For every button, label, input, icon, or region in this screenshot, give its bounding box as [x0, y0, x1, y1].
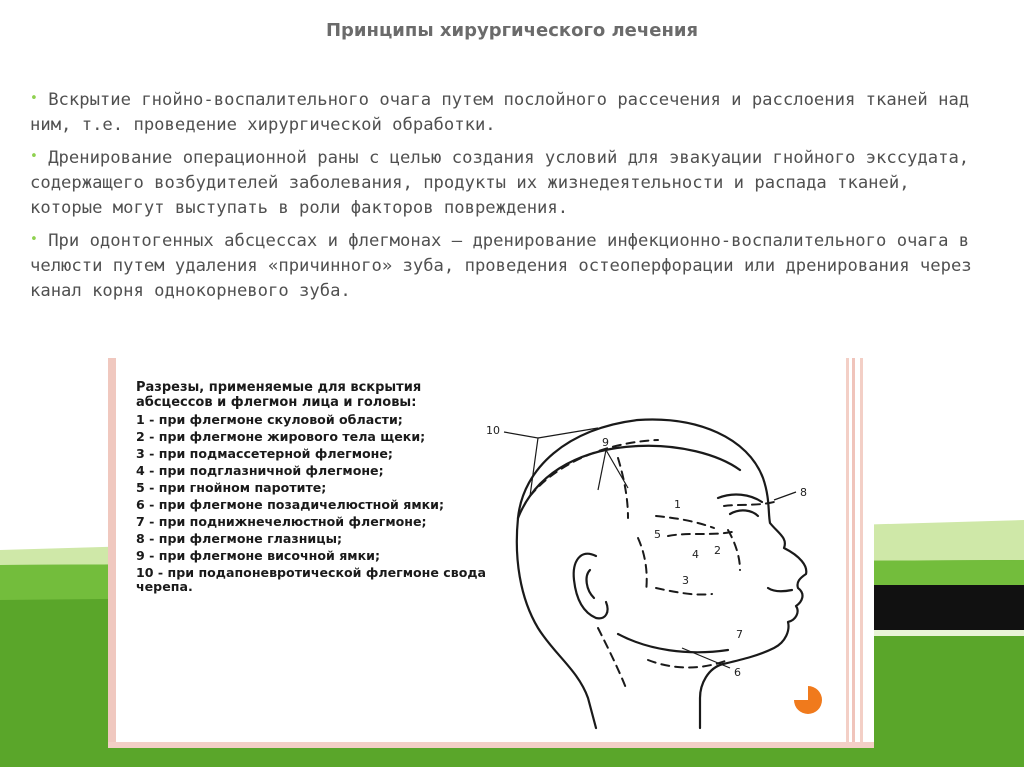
black-band-edge: [860, 630, 1024, 636]
incision-5: [638, 538, 647, 592]
legend-title: Разрезы, применяемые для вскрытия абсцессов и флегмон лица и головы:: [136, 380, 422, 410]
legend-item: 1 - при флегмоне скуловой области;: [136, 411, 403, 427]
bullet-icon: •: [30, 149, 38, 164]
legend-item: 7 - при поднижнечелюстной флегмоне;: [136, 513, 427, 529]
bullet-text: Дренирование операционной раны с целью создания условий для эвакуации гнойного экссудата, содержащего возбудителей заболевания, продукты их жизнедеятельности и распада тканей, которые могут выступать в роли факторов повреждения.: [30, 148, 970, 218]
diagram-label: 7: [736, 628, 743, 641]
diagram-label: 2: [714, 544, 721, 557]
slide-title: Принципы хирургического лечения: [325, 20, 699, 41]
eye: [730, 510, 758, 516]
diagram-label: 8: [800, 486, 807, 499]
incision-1: [656, 516, 714, 528]
neck-outline: [517, 518, 596, 728]
legend-item: 6 - при флегмоне позадичелюстной ямки;: [136, 496, 445, 512]
leader-9b: [606, 450, 628, 488]
figure-border-right: [846, 358, 874, 748]
incision-2: [668, 532, 732, 536]
diagram-label: 10: [486, 424, 500, 437]
bullet-icon: •: [30, 91, 38, 106]
leader-10: [504, 432, 538, 496]
legend-item: 5 - при гнойном паротите;: [136, 479, 327, 495]
legend-item: 2 - при флегмоне жирового тела щеки;: [136, 428, 426, 444]
diagram-label: 4: [692, 548, 699, 561]
incision-8: [724, 502, 774, 506]
incision-4: [728, 530, 740, 570]
bullet-icon: •: [30, 232, 38, 247]
figure-legend: [136, 380, 496, 595]
incision-9: [618, 458, 628, 518]
incision-10: [530, 440, 658, 496]
diagram-label: 9: [602, 436, 609, 449]
bullet-item: [30, 146, 990, 221]
head-profile-drawing: [478, 398, 828, 738]
legend-item: 4 - при подглазничной флегмоне;: [136, 462, 384, 478]
orange-pie-icon: [792, 684, 824, 716]
legend-item: 8 - при флегмоне глазницы;: [136, 530, 343, 546]
diagram-label: 6: [734, 666, 741, 679]
legend-item: 10 - при подапоневротической флегмоне свода черепа.: [136, 564, 487, 594]
leader-9: [598, 450, 606, 490]
ear: [574, 554, 608, 619]
figure-border-bottom: [108, 742, 874, 748]
incision-3: [656, 588, 712, 595]
bullet-text: При одонтогенных абсцессах и флегмонах — дренирование инфекционно-воспалительного очага в челюсти путем удаления «причинного» зуба, проведения остеоперфорации или дренирования через канал корня однокорневого зуба.: [30, 231, 972, 301]
figure-border-left: [108, 358, 116, 748]
head-outline: [518, 420, 806, 728]
legend-item: 9 - при флегмоне височной ямки;: [136, 547, 381, 563]
leader-8: [774, 492, 796, 500]
black-band: [860, 585, 1024, 630]
eyebrow: [718, 495, 762, 502]
diagram-label: 3: [682, 574, 689, 587]
bullet-item: [30, 229, 990, 304]
incision-figure: [108, 358, 874, 748]
jaw-line: [618, 634, 728, 652]
bullet-text: Вскрытие гнойно-воспалительного очага путем послойного рассечения и расслоения тканей над ним, т.е. проведение хирургической обработки.: [30, 90, 970, 135]
bullet-item: [30, 88, 990, 138]
bullet-list: [30, 88, 990, 312]
legend-item: 3 - при подмассетерной флегмоне;: [136, 445, 393, 461]
ear-inner: [587, 570, 594, 598]
mouth: [768, 588, 792, 591]
diagram-label: 5: [654, 528, 661, 541]
diagram-label: 1: [674, 498, 681, 511]
